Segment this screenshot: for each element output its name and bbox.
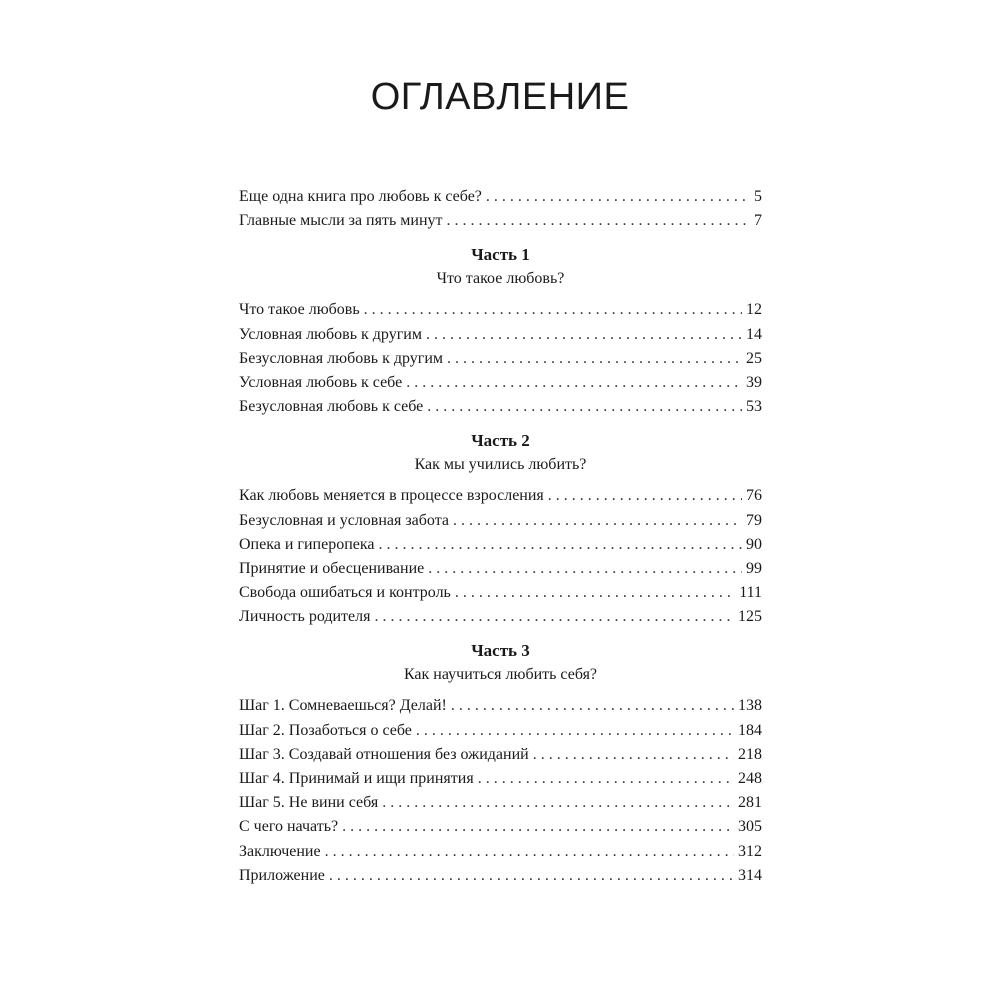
toc-entry-page: 7 xyxy=(754,212,762,230)
toc-entry-page: 125 xyxy=(738,608,762,626)
toc-entry-page: 53 xyxy=(746,398,762,416)
toc-entry-page: 281 xyxy=(738,794,762,812)
toc-entry xyxy=(239,791,762,815)
toc-entry xyxy=(239,209,762,233)
toc-entry xyxy=(239,395,762,419)
toc-entry xyxy=(239,298,762,322)
toc-entry-page: 25 xyxy=(746,349,762,367)
toc-entry xyxy=(239,719,762,743)
toc-entry-title: Безусловная любовь к другим xyxy=(239,349,444,367)
toc-entry xyxy=(239,533,762,557)
toc-entry xyxy=(239,581,762,605)
toc-entry-page: 12 xyxy=(746,301,762,319)
dot-leader xyxy=(451,694,734,718)
toc-entry-title: Шаг 5. Не вини себя xyxy=(239,794,379,812)
page-title: ОГЛАВЛЕНИЕ xyxy=(370,76,630,118)
toc-entry-title: Безусловная и условная забота xyxy=(239,511,449,529)
toc-entry-title: Главные мысли за пять минут xyxy=(239,212,443,230)
toc-entry xyxy=(239,864,762,888)
toc-entry xyxy=(239,185,762,209)
toc-entry-title: С чего начать? xyxy=(239,818,339,836)
dot-leader xyxy=(375,605,735,629)
toc-entry-page: 5 xyxy=(754,188,762,205)
dot-leader xyxy=(453,509,742,533)
part-label: Часть 1 xyxy=(471,245,530,265)
dot-leader xyxy=(486,185,750,209)
toc-entry-page: 76 xyxy=(746,487,762,505)
dot-leader xyxy=(382,791,734,815)
dot-leader xyxy=(478,767,734,791)
toc-entry-title: Шаг 4. Принимай и ищи принятия xyxy=(239,770,474,787)
toc-entry xyxy=(239,484,762,508)
toc-entry xyxy=(239,347,762,371)
part-subtitle: Как научиться любить себя? xyxy=(403,666,598,684)
toc-entry-page: 90 xyxy=(746,535,762,553)
toc-entry-page: 39 xyxy=(746,373,762,391)
toc-entry-title: Шаг 1. Сомневаешься? Делай! xyxy=(239,697,447,715)
toc-entry-page: 138 xyxy=(738,697,762,715)
toc-entry-page: 314 xyxy=(738,866,762,884)
toc-entry-page: 184 xyxy=(738,721,762,739)
toc-entry-page: 218 xyxy=(738,745,762,763)
toc-entry xyxy=(239,694,762,718)
toc-entry-title: Безусловная любовь к себе xyxy=(239,398,424,416)
toc-entry xyxy=(239,743,762,767)
toc-entry xyxy=(239,767,762,791)
toc-entry-page: 305 xyxy=(738,818,762,836)
dot-leader xyxy=(533,743,734,767)
part-label: Часть 2 xyxy=(471,431,530,451)
dot-leader xyxy=(364,298,742,322)
dot-leader xyxy=(548,484,742,508)
toc-entry xyxy=(239,605,762,629)
toc-entry-page: 312 xyxy=(738,842,762,860)
dot-leader xyxy=(427,395,742,419)
part-subtitle: Что такое любовь? xyxy=(436,270,565,288)
toc-entry-title: Как любовь меняется в процессе взросления xyxy=(239,487,544,505)
dot-leader xyxy=(447,209,751,233)
toc-entry xyxy=(239,509,762,533)
toc-entry-page: 14 xyxy=(746,325,762,343)
toc-entry-title: Еще одна книга про любовь к себе? xyxy=(239,188,482,205)
toc-entry xyxy=(239,371,762,395)
toc-entry-title: Свобода ошибаться и контроль xyxy=(239,584,451,602)
toc-entry xyxy=(239,557,762,581)
dot-leader xyxy=(379,533,743,557)
dot-leader xyxy=(416,719,734,743)
toc-entry-title: Принятие и обесценивание xyxy=(239,559,425,577)
table-of-contents xyxy=(239,185,762,888)
dot-leader xyxy=(426,323,742,347)
dot-leader xyxy=(428,557,742,581)
dot-leader xyxy=(455,581,735,605)
dot-leader xyxy=(447,347,742,371)
toc-entry-title: Что такое любовь xyxy=(239,301,360,319)
dot-leader xyxy=(406,371,742,395)
toc-entry-title: Опека и гиперопека xyxy=(239,535,375,553)
toc-entry-page: 79 xyxy=(746,511,762,529)
part-subtitle: Как мы учились любить? xyxy=(414,456,587,474)
toc-entry-title: Шаг 2. Позаботься о себе xyxy=(239,721,412,739)
dot-leader xyxy=(342,815,734,839)
toc-entry-page: 248 xyxy=(738,770,762,787)
dot-leader xyxy=(329,864,734,888)
toc-entry-title: Приложение xyxy=(239,866,325,884)
toc-entry-title: Заключение xyxy=(239,842,321,860)
toc-entry-title: Условная любовь к другим xyxy=(239,325,422,343)
toc-entry-page: 99 xyxy=(746,559,762,577)
toc-entry xyxy=(239,323,762,347)
toc-entry xyxy=(239,815,762,839)
toc-entry xyxy=(239,840,762,864)
toc-entry-title: Условная любовь к себе xyxy=(239,373,403,391)
dot-leader xyxy=(325,840,734,864)
toc-entry-title: Личность родителя xyxy=(239,608,371,626)
toc-entry-page: 111 xyxy=(739,584,762,602)
part-label: Часть 3 xyxy=(471,641,530,661)
toc-entry-title: Шаг 3. Создавай отношения без ожиданий xyxy=(239,745,529,763)
